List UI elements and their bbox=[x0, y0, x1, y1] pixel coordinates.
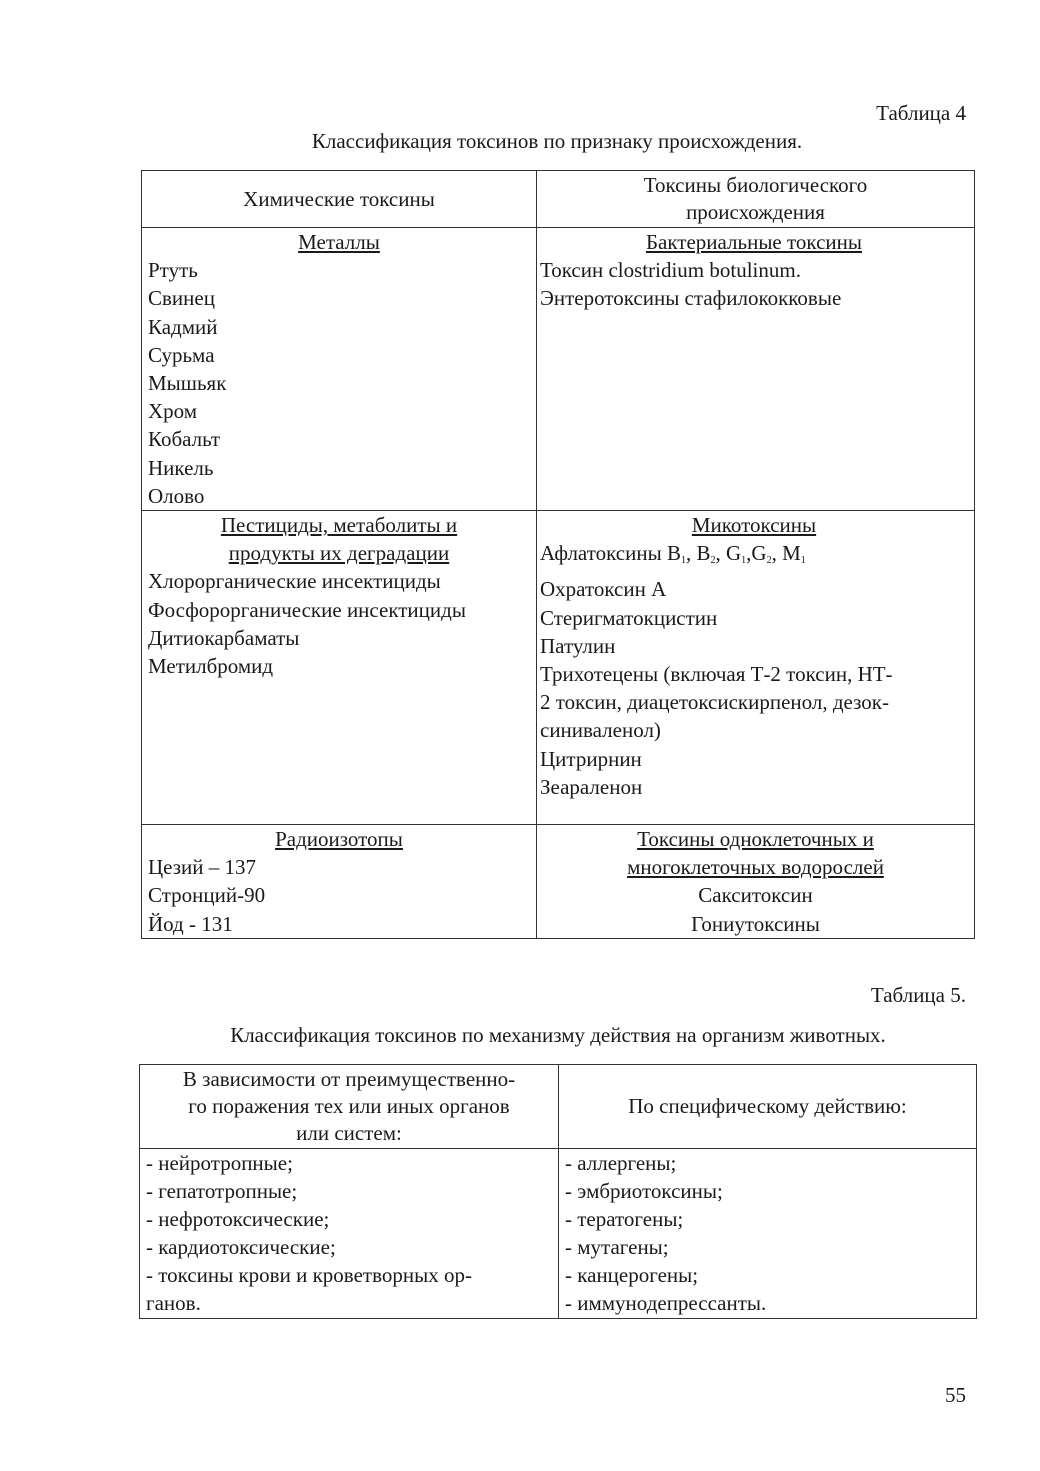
list-item: Патулин bbox=[540, 633, 616, 658]
table5-col-header-organs-line2: го поражения тех или иных органов bbox=[188, 1094, 510, 1118]
table4-cell-mycotoxins bbox=[537, 511, 975, 825]
table4-cell-algae bbox=[537, 825, 975, 939]
list-item: Метилбромид bbox=[148, 654, 274, 679]
table5-header-row bbox=[140, 1065, 977, 1149]
group-header-bacterial: Бактериальные токсины bbox=[645, 230, 862, 254]
table5-col-header-organs bbox=[140, 1065, 559, 1149]
table4-row-3 bbox=[142, 825, 975, 939]
table5-caption: Классификация токсинов по механизму действия на организм животных. bbox=[230, 1023, 886, 1047]
table5-col-header-organs-line1: В зависимости от преимущественно- bbox=[182, 1067, 516, 1091]
table4-col-header-biological bbox=[537, 171, 975, 228]
group-header-mycotoxins: Микотоксины bbox=[691, 513, 817, 538]
group-header-metals: Металлы bbox=[298, 230, 380, 254]
table4-cell-pesticides bbox=[142, 511, 537, 825]
list-item: Стеригматокцистин bbox=[540, 605, 718, 630]
list-item: Йод - 131 bbox=[148, 911, 233, 936]
table4-cell-bacterial bbox=[537, 228, 975, 511]
list-item: - канцерогены; bbox=[565, 1263, 699, 1287]
list-item: - токсины крови и кроветворных ор- bbox=[146, 1263, 472, 1287]
list-item: Цитрирнин bbox=[540, 746, 642, 771]
group-header-pesticides-line2: продукты их деградации bbox=[228, 541, 450, 566]
list-item: синиваленол) bbox=[540, 718, 661, 743]
list-item: Стронций-90 bbox=[148, 883, 266, 908]
table5-col-header-organs-line3: или систем: bbox=[296, 1121, 402, 1145]
list-item: Цезий – 137 bbox=[148, 855, 257, 880]
table4-col-header-chemical: Химические токсины bbox=[142, 171, 537, 228]
group-header-pesticides-line1: Пестициды, метаболиты и bbox=[220, 513, 458, 538]
list-item: - мутагены; bbox=[565, 1235, 669, 1259]
list-item: Гониутоксины bbox=[691, 911, 820, 936]
list-item: Трихотецены (включая Т-2 токсин, НТ- bbox=[540, 662, 893, 687]
table5-cell-specific bbox=[559, 1149, 977, 1319]
list-item: Охратоксин А bbox=[540, 577, 667, 602]
list-item: Кадмий bbox=[148, 314, 218, 339]
group-header-algae-line2: многоклеточных водорослей bbox=[627, 855, 884, 880]
list-item: Олово bbox=[148, 483, 205, 508]
list-item: ганов. bbox=[146, 1291, 201, 1315]
table4-row-2 bbox=[142, 511, 975, 825]
list-item: - гепатотропные; bbox=[146, 1179, 298, 1203]
table4-col-header-bio-line1: Токсины биологического bbox=[643, 173, 868, 197]
table4-caption: Классификация токсинов по признаку происхождения. bbox=[311, 129, 803, 153]
table5 bbox=[139, 1064, 977, 1319]
list-item: - эмбриотоксины; bbox=[565, 1179, 723, 1203]
list-item: Свинец bbox=[148, 286, 215, 311]
list-item: Никель bbox=[148, 455, 214, 480]
list-item: Хлорорганические инсектициды bbox=[148, 569, 441, 594]
list-item: Дитиокарбаматы bbox=[148, 625, 300, 650]
list-item: 2 токсин, диацетоксискирпенол, дезок- bbox=[540, 690, 889, 715]
table4-row-1 bbox=[142, 228, 975, 511]
list-item: Токсин clostridium botulinum. bbox=[540, 258, 801, 283]
list-item: - иммунодепрессанты. bbox=[565, 1291, 767, 1315]
list-item: Сурьма bbox=[148, 342, 215, 367]
list-item: Кобальт bbox=[148, 427, 221, 452]
table4-cell-metals bbox=[142, 228, 537, 511]
list-item: Сакситоксин bbox=[698, 883, 813, 908]
list-item: Мышьяк bbox=[148, 371, 227, 396]
table4-label: Таблица 4 bbox=[876, 101, 966, 125]
table5-row-1 bbox=[140, 1149, 977, 1319]
list-item: - нейротропные; bbox=[146, 1151, 293, 1175]
table4-header-row bbox=[142, 171, 975, 228]
group-header-radioisotopes: Радиоизотопы bbox=[275, 827, 403, 852]
list-item: Ртуть bbox=[148, 258, 198, 283]
table4-cell-radioisotopes bbox=[142, 825, 537, 939]
group-header-algae-line1: Токсины одноклеточных и bbox=[637, 827, 874, 852]
aflatoxins-item: Афлатоксины $B_1$, $B_2$, $G_1,G_2$, $M_1$ bbox=[540, 541, 806, 567]
list-item: - нефротоксические; bbox=[146, 1207, 330, 1231]
table4 bbox=[141, 170, 975, 939]
list-item: - кардиотоксические; bbox=[146, 1235, 336, 1259]
list-item: Зеараленон bbox=[540, 774, 643, 799]
table5-label: Таблица 5. bbox=[870, 983, 966, 1007]
list-item: Энтеротоксины стафилококковые bbox=[540, 286, 842, 311]
table4-col-header-bio-line2: происхождения bbox=[686, 200, 825, 224]
list-item: Хром bbox=[148, 399, 198, 424]
table5-col-header-specific: По специфическому действию: bbox=[559, 1065, 977, 1149]
list-item: - тератогены; bbox=[565, 1207, 684, 1231]
table5-cell-organs bbox=[140, 1149, 559, 1319]
list-item: - аллергены; bbox=[565, 1151, 677, 1175]
page-number: 55 bbox=[945, 1383, 966, 1407]
list-item: Фосфорорганические инсектициды bbox=[148, 597, 466, 622]
